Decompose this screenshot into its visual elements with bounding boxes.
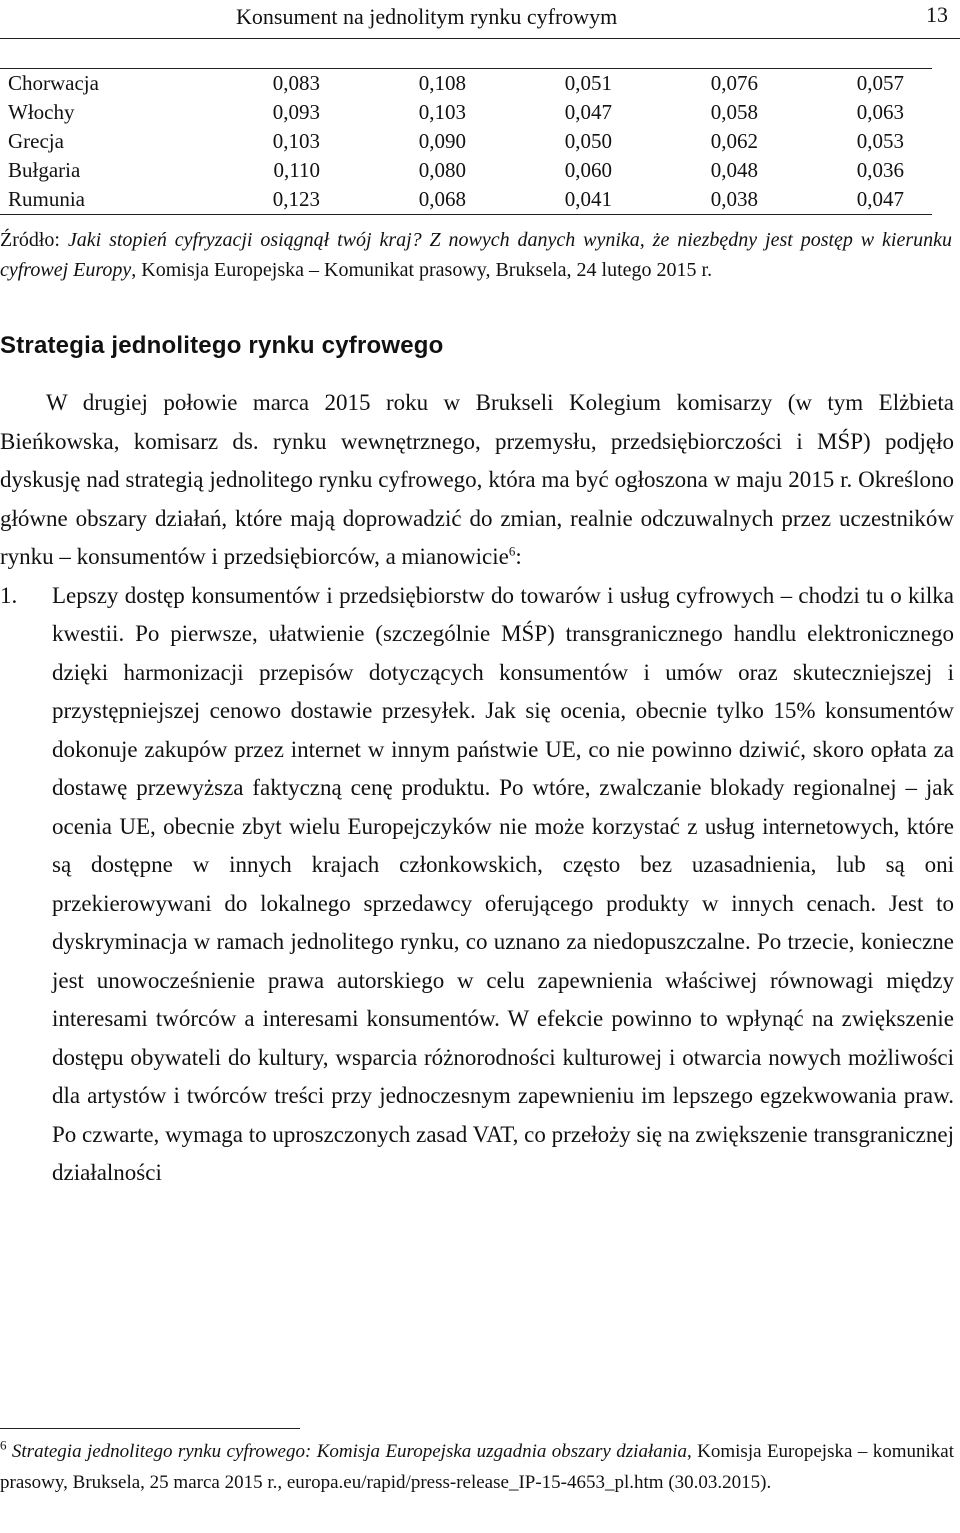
value-cell: 0,123 <box>272 187 320 211</box>
intro-colon: : <box>515 544 522 569</box>
list-item-text: Lepszy dostęp konsumentów i przedsiębiorstw do towarów i usług cyfrowych – chodzi tu o kilka kwestii. Po pierwsze, ułatwienie (szczególnie MŚP) transgranicznego handlu elektronicznego dzięki harmonizacji przepisów dotyczących konsumentów i umów oraz skuteczniejszej i przystępniejszej cenowo dostawie przesyłek. Jak się ocenia, obecnie tylko 15% konsumentów dokonuje zakupów przez internet w innym państwie UE, co nie powinno dziwić, skoro opłata za dostawę przewyższa faktyczną cenę produktu. Po wtóre, zwalczanie blokady regionalnej – jak ocenia UE, obecnie zbyt wielu Europejczyków nie może korzystać z usług internetowych, które są dostępne w innych krajach członkowskich, często bez uzasadnienia, lub są oni przekierowywani do lokalnego sprzedawcy oferującego produkty w innych cenach. Jest to dyskryminacja w ramach jednolitego rynku, co uznano za niedopuszczalne. Po trzecie, konieczne jest unowocześnienie prawa autorskiego w celu zapewnienia właściwej równowagi między interesami twórców a interesami konsumentów. W efekcie powinno to wpłynąć na zwiększenie dostępu obywateli do kultury, wsparcia różnorodności kulturowej i otwarcia nowych możliwości dla artystów i twórców treści przy jednoczesnym zapewnieniu im lepszego egzekwowania praw. Po czwarte, wymaga to uproszczonych zasad VAT, co przełoży się na zwiększenie transgranicznej działalności <box>52 582 954 1185</box>
footnote <box>0 1436 954 1498</box>
value-cell: 0,068 <box>418 187 466 211</box>
body-text <box>0 384 954 1193</box>
footnote-details: , Komisja Europejska – komunikat prasowy, Bruksela, 25 marca 2015 r., europa.eu/rapid/press-release_IP-15-4653_pl.htm (30.03.2015). <box>0 1441 954 1493</box>
value-cell: 0,093 <box>272 100 320 124</box>
table-source <box>0 225 952 285</box>
country-cell: Chorwacja <box>8 71 99 95</box>
header-divider <box>0 38 960 39</box>
value-cell: 0,062 <box>710 129 758 153</box>
table-row <box>0 127 932 156</box>
running-title: Konsument na jednolitym rynku cyfrowym <box>236 4 618 29</box>
value-cell: 0,036 <box>856 158 904 182</box>
country-cell: Włochy <box>8 100 75 124</box>
value-cell: 0,103 <box>272 129 320 153</box>
value-cell: 0,060 <box>564 158 612 182</box>
value-cell: 0,041 <box>564 187 612 211</box>
section-heading: Strategia jednolitego rynku cyfrowego <box>0 332 444 359</box>
source-title: Jaki stopień cyfryzacji osiągnął twój kraj? Z nowych danych wynika, że niezbędny jest postęp w kierunku cyfrowej Europy <box>0 229 952 281</box>
digitization-table <box>0 68 932 215</box>
footnote-title: Strategia jednolitego rynku cyfrowego: Komisja Europejska uzgadnia obszary działania <box>11 1441 687 1462</box>
country-cell: Bułgaria <box>8 158 81 182</box>
value-cell: 0,047 <box>856 187 904 211</box>
source-label: Źródło: <box>0 229 68 251</box>
table-row <box>0 185 932 215</box>
value-cell: 0,051 <box>564 71 612 95</box>
value-cell: 0,063 <box>856 100 904 124</box>
page-number: 13 <box>926 2 948 27</box>
list-item-number: 1. <box>0 582 18 608</box>
table-row <box>0 69 932 99</box>
intro-text: W drugiej połowie marca 2015 roku w Brukseli Kolegium komisarzy (w tym Elżbieta Bieńkowska, komisarz ds. rynku wewnętrznego, przemysłu, przedsiębiorczości i MŚP) podjęło dyskusję nad strategią jednolitego rynku cyfrowego, która ma być ogłoszona w maju 2015 r. Określono główne obszary działań, które mają doprowadzić do zmian, realnie odczuwalnych przez uczestników rynku – konsumentów i przedsiębiorców, a mianowicie <box>0 390 954 569</box>
value-cell: 0,048 <box>710 158 758 182</box>
list-item <box>0 577 954 1193</box>
footnote-reference: 6 <box>508 543 516 559</box>
value-cell: 0,058 <box>710 100 758 124</box>
table-row <box>0 98 932 127</box>
value-cell: 0,047 <box>564 100 612 124</box>
table-row <box>0 156 932 185</box>
value-cell: 0,103 <box>418 100 466 124</box>
value-cell: 0,076 <box>710 71 758 95</box>
country-cell: Grecja <box>8 129 64 153</box>
value-cell: 0,050 <box>564 129 612 153</box>
value-cell: 0,057 <box>856 71 904 95</box>
value-cell: 0,053 <box>856 129 904 153</box>
value-cell: 0,038 <box>710 187 758 211</box>
page-header <box>0 0 960 40</box>
source-details: , Komisja Europejska – Komunikat prasowy, Bruksela, 24 lutego 2015 r. <box>131 259 713 281</box>
country-cell: Rumunia <box>8 187 85 211</box>
intro-paragraph <box>0 384 954 577</box>
value-cell: 0,110 <box>273 158 320 182</box>
value-cell: 0,090 <box>418 129 466 153</box>
value-cell: 0,108 <box>418 71 466 95</box>
value-cell: 0,083 <box>272 71 320 95</box>
footnote-number: 6 <box>0 1437 7 1453</box>
table-body <box>0 69 932 215</box>
footnote-divider <box>0 1428 300 1429</box>
value-cell: 0,080 <box>418 158 466 182</box>
